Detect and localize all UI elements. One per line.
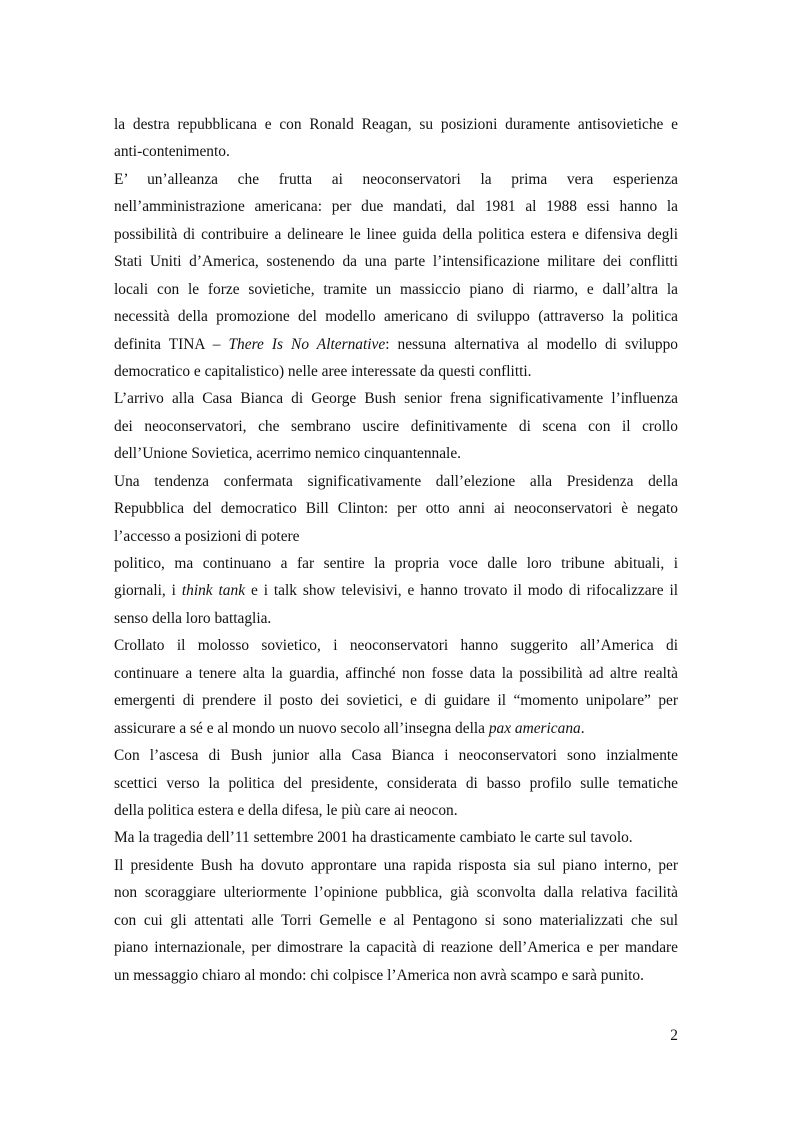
text-line: locali con le forze sovietiche, tramite un massiccio piano di riarmo, e dall’altra la [114, 280, 678, 298]
text-line: piano internazionale, per dimostrare la capacità di reazione dell’America e per mandare [114, 939, 678, 957]
text-line: L’arrivo alla Casa Bianca di George Bush senior frena significativamente l’influenza [114, 390, 678, 408]
text-segment: . [580, 719, 585, 737]
text-line: senso della loro battaglia. [114, 609, 272, 627]
text-line: con cui gli attentati alle Torri Gemelle e al Pentagono si sono materializzati che sul [114, 911, 678, 929]
text-line: Il presidente Bush ha dovuto approntare una rapida risposta sia sul piano interno, per [114, 856, 678, 874]
body-text [114, 111, 678, 989]
italic-phrase: pax americana [488, 719, 581, 737]
text-line: Repubblica del democratico Bill Clinton: per otto anni ai neoconservatori è negato [114, 500, 678, 518]
text-line: Crollato il molosso sovietico, i neoconservatori hanno suggerito all’America di [114, 637, 678, 655]
text-line: Ma la tragedia dell’11 settembre 2001 ha drasticamente cambiato le carte sul tavolo. [114, 829, 633, 847]
text-line: emergenti di prendere il posto dei sovietici, e di guidare il “momento unipolare” per [114, 692, 678, 710]
text-line: democratico e capitalistico) nelle aree interessate da questi conflitti. [114, 362, 532, 380]
text-line: E’ un’alleanza che frutta ai neoconservatori la prima vera esperienza [114, 170, 678, 188]
text-line: Stati Uniti d’America, sostenendo da una parte l’intensificazione militare dei conflitti [114, 253, 678, 271]
text-line: della politica estera e della difesa, le più care ai neocon. [114, 801, 458, 819]
text-line: nell’amministrazione americana: per due mandati, dal 1981 al 1988 essi hanno la [114, 198, 678, 216]
text-line: la destra repubblicana e con Ronald Reagan, su posizioni duramente antisovietiche e [114, 116, 678, 133]
text-line [114, 715, 678, 742]
italic-phrase: think tank [181, 582, 246, 600]
text-line: continuare a tenere alta la guardia, affinché non fosse data la possibilità ad altre realtà [114, 664, 678, 682]
text-line: l’accesso a posizioni di potere [114, 527, 300, 545]
text-line: possibilità di contribuire a delineare le linee guida della politica estera e difensiva degli [114, 225, 678, 243]
text-line: non scoraggiare ulteriormente l’opinione pubblica, già sconvolta dalla relativa facilità [114, 884, 678, 902]
text-segment: : nessuna alternativa al modello di sviluppo [385, 335, 678, 353]
text-line: Con l’ascesa di Bush junior alla Casa Bianca i neoconservatori sono inzialmente [114, 747, 678, 765]
text-line: politico, ma continuano a far sentire la propria voce dalle loro tribune abituali, i [114, 555, 678, 572]
text-line: Una tendenza confermata significativamente dall’elezione alla Presidenza della [114, 472, 678, 490]
text-line: scettici verso la politica del presidente, considerata di basso profilo sulle tematiche [114, 774, 678, 792]
text-line: dell’Unione Sovietica, acerrimo nemico cinquantennale. [114, 445, 462, 463]
italic-phrase: There Is No Alternative [228, 335, 386, 353]
text-line: anti-contenimento. [114, 143, 230, 161]
text-line [114, 577, 678, 604]
text-line: un messaggio chiaro al mondo: chi colpisce l’America non avrà scampo e sarà punito. [114, 966, 644, 984]
text-line [114, 331, 678, 358]
text-segment: assicurare a sé e al mondo un nuovo secolo all’insegna della [114, 719, 489, 737]
text-segment: giornali, i [114, 582, 182, 600]
text-line: necessità della promozione del modello americano di sviluppo (attraverso la politica [114, 308, 678, 326]
text-segment: definita TINA – [114, 335, 229, 353]
text-segment: e i talk show televisivi, e hanno trovato il modo di rifocalizzare il [245, 582, 678, 600]
text-line: dei neoconservatori, che sembrano uscire definitivamente di scena con il crollo [114, 417, 678, 435]
page-number: 2 [670, 1027, 678, 1044]
